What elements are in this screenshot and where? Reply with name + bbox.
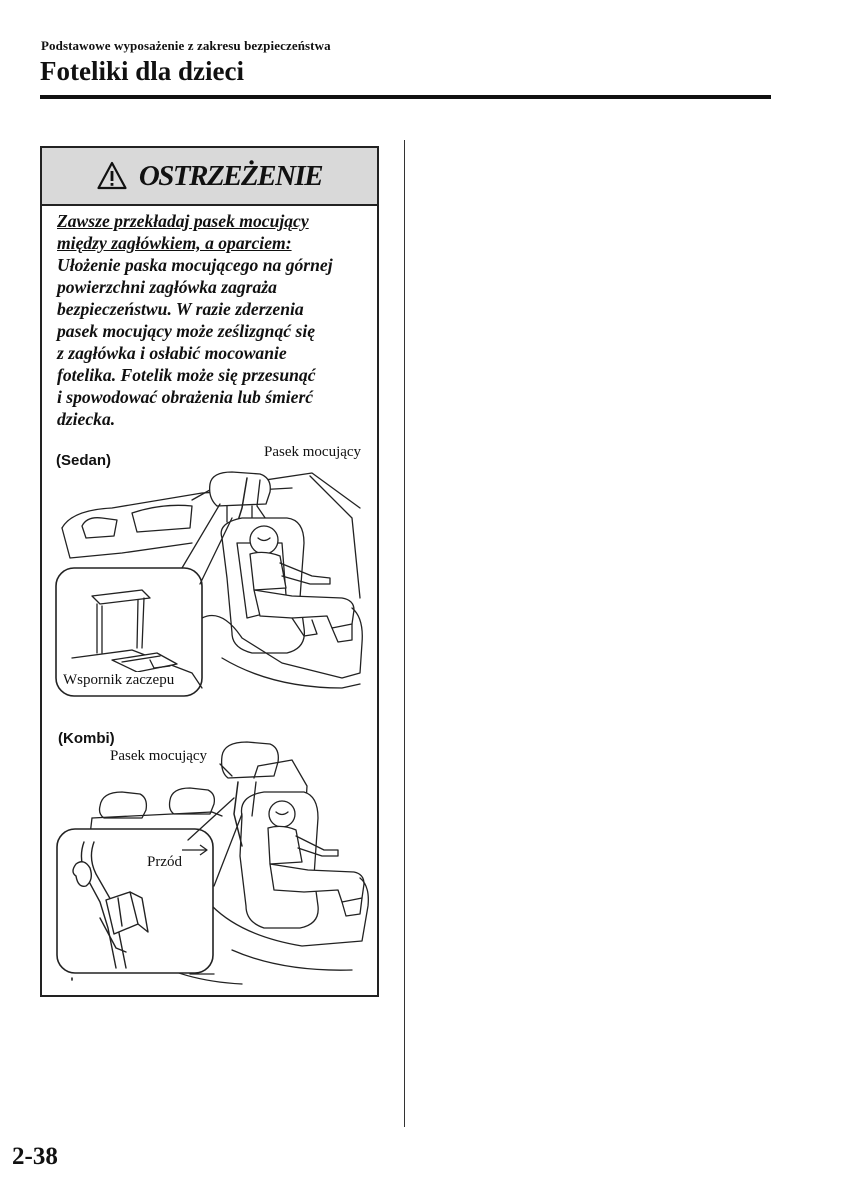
kombi-front-callout: Przód [147,854,182,870]
page-title: Foteliki dla dzieci [40,56,244,86]
sedan-label: (Sedan) [56,452,112,469]
sedan-seat-drawing [42,448,377,700]
warning-body-line-4: pasek mocujący może ześlizgnąć się [57,321,316,341]
warning-body-line-7: i spowodować obrażenia lub śmierć [57,387,314,407]
sedan-bracket-callout: Wspornik zaczepu [63,672,175,688]
warning-body-line-3: bezpieczeństwu. W razie zderzenia [57,299,304,319]
kombi-label: (Kombi) [58,730,115,747]
warning-body-line-8: dziecka. [57,409,116,429]
sedan-illustration [42,444,377,700]
warning-body-line-6: fotelika. Fotelik może się przesunąć [57,365,316,385]
kombi-leader-lines [42,726,377,996]
page-number: 2-38 [12,1143,58,1170]
title-rule [40,95,771,99]
column-divider [404,140,405,1127]
warning-body-line-5: z zagłówka i osłabić mocowanie [57,343,287,363]
warning-triangle-icon [97,161,127,191]
warning-title: OSTRZEŻENIE [138,159,323,192]
warning-body-line-2: powierzchni zagłówka zagraża [57,277,277,297]
warning-lead-line-2: między zagłówkiem, a oparciem: [57,233,292,253]
section-label: Podstawowe wyposażenie z zakresu bezpieczeństwa [41,38,331,53]
kombi-strap-callout: Pasek mocujący [110,748,208,764]
warning-box [40,146,379,997]
warning-text [57,210,377,430]
warning-header [42,148,377,206]
warning-lead-line-1: Zawsze przekładaj pasek mocujący [57,211,309,231]
sedan-strap-callout: Pasek mocujący [264,444,362,460]
warning-body-line-1: Ułożenie paska mocującego na górnej [57,255,333,275]
kombi-illustration [42,726,377,996]
